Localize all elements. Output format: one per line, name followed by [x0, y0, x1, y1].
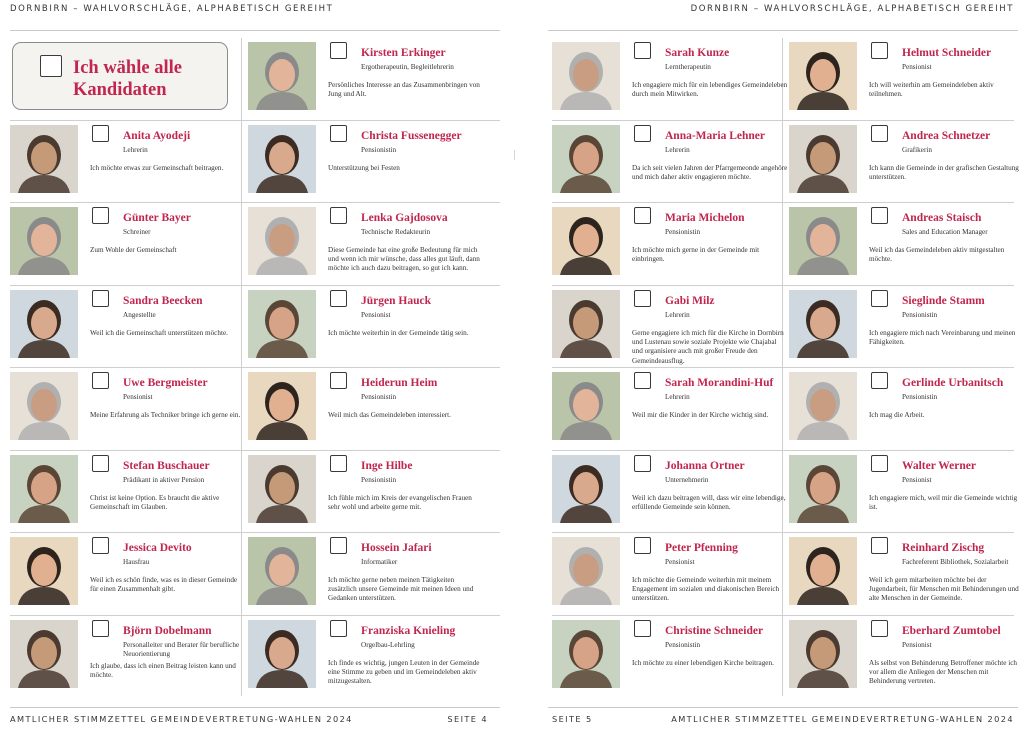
- candidate-card: [789, 38, 1024, 120]
- portrait-photo: [10, 207, 78, 275]
- candidate-checkbox[interactable]: [634, 620, 651, 637]
- candidate-checkbox[interactable]: [634, 455, 651, 472]
- candidate-name: Günter Bayer: [123, 212, 191, 224]
- portrait-photo: [789, 455, 857, 523]
- candidate-occupation: Pensionist: [361, 311, 391, 319]
- portrait-photo: [10, 125, 78, 193]
- candidate-occupation: Sales and Education Manager: [902, 228, 988, 236]
- candidate-name: Johanna Ortner: [665, 460, 745, 472]
- candidate-name: Andreas Staisch: [902, 212, 982, 224]
- portrait-photo: [552, 42, 620, 110]
- portrait-photo: [248, 207, 316, 275]
- candidate-card: [789, 533, 1024, 615]
- candidate-occupation: Pensionistin: [361, 393, 397, 401]
- candidate-checkbox[interactable]: [634, 207, 651, 224]
- candidate-occupation: Pensionist: [902, 476, 932, 484]
- candidate-checkbox[interactable]: [330, 620, 347, 637]
- portrait-photo: [248, 620, 316, 688]
- candidate-checkbox[interactable]: [330, 372, 347, 389]
- candidate-statement: Weil ich dazu beitragen will, dass wir eine lebendige, erfüllende Gemeinde sein können.: [632, 494, 786, 512]
- portrait-photo: [10, 620, 78, 688]
- candidate-card: [552, 286, 787, 368]
- candidate-card: [552, 38, 787, 120]
- candidate-checkbox[interactable]: [871, 125, 888, 142]
- candidate-checkbox[interactable]: [871, 620, 888, 637]
- portrait-photo: [552, 290, 620, 358]
- candidate-statement: Ich möchte gerne neben meinen Tätigkeiten zusätzlich unsere Gemeinde mit meinen Ideen und Gedanken unterstützen.: [328, 576, 474, 603]
- candidate-occupation: Unternehmerin: [665, 476, 709, 484]
- candidate-checkbox[interactable]: [871, 455, 888, 472]
- candidate-statement: Weil mich das Gemeindeleben interessiert.: [328, 411, 451, 419]
- candidate-statement: Ich möchte zu einer lebendigen Kirche beitragen.: [632, 659, 774, 667]
- candidate-statement: Christ ist keine Option. Es braucht die aktive Gemeinschaft im Glauben.: [90, 494, 220, 512]
- candidate-statement: Ich fühle mich im Kreis der evangelischen Frauen sehr wohl und arbeite gerne mit.: [328, 494, 472, 512]
- candidate-card: [248, 286, 483, 368]
- candidate-name: Anna-Maria Lehner: [665, 130, 765, 142]
- candidate-statement: Ich finde es wichtig, jungen Leuten in der Gemeinde eine Stimme zu geben und im Gemeindeleben aktiv mitzugestalten.: [328, 659, 480, 686]
- candidate-occupation: Grafikerin: [902, 146, 932, 154]
- candidate-statement: Gerne engagiere ich mich für die Kirche in Dornbirn und Lustenau sowie soziale Projekte wie Chajabal und organisiere auch mit großer Freude den Gemeindeausflug.: [632, 329, 784, 365]
- candidate-occupation: Lerntherapeutin: [665, 63, 711, 71]
- candidate-occupation: Pensionistin: [665, 228, 701, 236]
- portrait-photo: [789, 290, 857, 358]
- candidate-checkbox[interactable]: [92, 455, 109, 472]
- footer-title: AMTLICHER STIMMZETTEL GEMEINDEVERTRETUNG-WAHLEN 2024: [10, 714, 353, 724]
- candidate-checkbox[interactable]: [871, 42, 888, 59]
- candidate-statement: Weil ich gern mitarbeiten möchte bei der Jugendarbeit, für Menschen mit Behinderungen und alte Menschen in der Gemeinde.: [869, 576, 1019, 603]
- candidate-card: [789, 616, 1024, 698]
- portrait-photo: [552, 207, 620, 275]
- candidate-name: Gerlinde Urbanitsch: [902, 377, 1004, 389]
- candidate-occupation: Pensionistin: [902, 393, 938, 401]
- header-rule: [548, 30, 1018, 31]
- candidate-name: Christa Fussenegger: [361, 130, 462, 142]
- candidate-occupation: Pensionist: [665, 558, 695, 566]
- candidate-occupation: Technische Redakteurin: [361, 228, 431, 236]
- candidate-statement: Diese Gemeinde hat eine große Bedeutung für mich und wenn ich mir wünsche, dass alles gut läuft, dann möchte ich auch dazu beitragen, so gut ich kann.: [328, 246, 480, 273]
- candidate-card: [248, 533, 483, 615]
- candidate-card: [10, 203, 245, 285]
- candidate-card: [10, 533, 245, 615]
- candidate-name: Stefan Buschauer: [123, 460, 210, 472]
- header-rule: [10, 30, 500, 31]
- candidate-name: Uwe Bergmeister: [123, 377, 208, 389]
- candidate-checkbox[interactable]: [330, 42, 347, 59]
- candidate-name: Walter Werner: [902, 460, 976, 472]
- candidate-card: [789, 368, 1024, 450]
- candidate-name: Maria Michelon: [665, 212, 745, 224]
- candidate-checkbox[interactable]: [330, 290, 347, 307]
- candidate-occupation: Pensionist: [123, 393, 153, 401]
- candidate-name: Lenka Gajdosova: [361, 212, 448, 224]
- candidate-checkbox[interactable]: [92, 207, 109, 224]
- candidate-checkbox[interactable]: [871, 207, 888, 224]
- candidate-checkbox[interactable]: [871, 290, 888, 307]
- portrait-photo: [552, 455, 620, 523]
- portrait-photo: [248, 537, 316, 605]
- candidate-name: Kirsten Erkinger: [361, 47, 446, 59]
- candidate-checkbox[interactable]: [330, 537, 347, 554]
- candidate-card: [248, 121, 483, 203]
- footer-rule: [10, 707, 500, 708]
- candidate-checkbox[interactable]: [634, 537, 651, 554]
- footer-rule: [548, 707, 1018, 708]
- candidate-occupation: Lehrerin: [665, 393, 690, 401]
- candidate-statement: Ich engagiere mich nach Vereinbarung und meinen Fähigkeiten.: [869, 329, 1016, 347]
- candidate-name: Gabi Milz: [665, 295, 715, 307]
- candidate-statement: Ich kann die Gemeinde in der grafischen Gestaltung unterstützen.: [869, 164, 1019, 182]
- candidate-name: Heiderun Heim: [361, 377, 438, 389]
- candidate-checkbox[interactable]: [330, 125, 347, 142]
- page-header: DORNBIRN – WAHLVORSCHLÄGE, ALPHABETISCH GEREIHT: [690, 4, 1014, 14]
- select-all-label: Ich wähle alle Kandidaten: [73, 58, 182, 100]
- candidate-statement: Ich engagiere mich für ein lebendiges Gemeindeleben durch mein Mitwirken.: [632, 81, 788, 99]
- candidate-checkbox[interactable]: [330, 207, 347, 224]
- candidate-statement: Ich engagiere mich, weil mir die Gemeinde wichtig ist.: [869, 494, 1018, 512]
- candidate-card: [10, 451, 245, 533]
- candidate-checkbox[interactable]: [92, 372, 109, 389]
- candidate-checkbox[interactable]: [871, 537, 888, 554]
- candidate-occupation: Lehrerin: [665, 311, 690, 319]
- footer-page-number: SEITE 4: [447, 714, 488, 724]
- portrait-photo: [789, 207, 857, 275]
- candidate-card: [248, 368, 483, 450]
- candidate-checkbox[interactable]: [92, 537, 109, 554]
- candidate-card: [10, 286, 245, 368]
- portrait-photo: [10, 537, 78, 605]
- candidate-checkbox[interactable]: [92, 290, 109, 307]
- candidate-statement: Weil ich es schön finde, was es in dieser Gemeinde für einen Zusammenhalt gibt.: [90, 576, 238, 594]
- candidate-statement: Weil mir die Kinder in der Kirche wichtig sind.: [632, 411, 769, 419]
- portrait-photo: [789, 125, 857, 193]
- candidate-card: [789, 203, 1024, 285]
- portrait-photo: [552, 620, 620, 688]
- candidate-occupation: Lehrerin: [123, 146, 148, 154]
- candidate-occupation: Pensionist: [902, 641, 932, 649]
- candidate-card: [552, 203, 787, 285]
- candidate-statement: Unterstützung bei Festen: [328, 164, 400, 172]
- select-all-checkbox[interactable]: [40, 55, 62, 77]
- portrait-photo: [248, 455, 316, 523]
- portrait-photo: [248, 42, 316, 110]
- candidate-card: [248, 616, 483, 698]
- candidate-occupation: Pensionistin: [902, 311, 938, 319]
- candidate-statement: Ich möchte mich gerne in der Gemeinde mit einbringen.: [632, 246, 760, 264]
- candidate-checkbox[interactable]: [634, 290, 651, 307]
- portrait-photo: [248, 290, 316, 358]
- candidate-card: [552, 533, 787, 615]
- candidate-card: [10, 368, 245, 450]
- candidate-statement: Ich mag die Arbeit.: [869, 411, 925, 419]
- candidate-name: Andrea Schnetzer: [902, 130, 991, 142]
- page-fold-mark: [514, 150, 515, 160]
- candidate-occupation: Orgelbau-Lehrling: [361, 641, 415, 649]
- candidate-card: [789, 286, 1024, 368]
- candidate-occupation: Ergotherapeutin, Begleitlehrerin: [361, 63, 454, 71]
- candidate-name: Hossein Jafari: [361, 542, 432, 554]
- candidate-card: [552, 616, 787, 698]
- candidate-card: [552, 451, 787, 533]
- candidate-name: Jürgen Hauck: [361, 295, 431, 307]
- candidate-checkbox[interactable]: [92, 620, 109, 637]
- candidate-statement: Zum Wohle der Gemeinschaft: [90, 246, 177, 254]
- portrait-photo: [10, 372, 78, 440]
- candidate-occupation: Lehrerin: [665, 146, 690, 154]
- candidate-card: [10, 121, 245, 203]
- candidate-name: Sandra Beecken: [123, 295, 203, 307]
- candidate-card: [789, 121, 1024, 203]
- portrait-photo: [248, 372, 316, 440]
- footer-page-number: SEITE 5: [552, 714, 593, 724]
- candidate-name: Björn Dobelmann: [123, 625, 212, 637]
- candidate-name: Eberhard Zumtobel: [902, 625, 1001, 637]
- candidate-name: Sieglinde Stamm: [902, 295, 985, 307]
- candidate-checkbox[interactable]: [634, 42, 651, 59]
- candidate-card: [248, 203, 483, 285]
- candidate-checkbox[interactable]: [330, 455, 347, 472]
- candidate-occupation: Pensionistin: [361, 146, 397, 154]
- candidate-occupation: Fachreferent Bibliothek, Sozialarbeit: [902, 558, 1009, 566]
- candidate-occupation: Personalleiter und Berater für berufliche Neuorientierung: [123, 641, 240, 658]
- candidate-statement: Weil ich die Gemeinschaft unterstützen möchte.: [90, 329, 228, 337]
- candidate-statement: Ich glaube, dass ich einen Beitrag leisten kann und möchte.: [90, 662, 236, 680]
- candidate-statement: Persönliches Interesse an das Zusammenbringen von Jung und Alt.: [328, 81, 480, 99]
- candidate-occupation: Schreiner: [123, 228, 151, 236]
- candidate-name: Helmut Schneider: [902, 47, 992, 59]
- candidate-occupation: Angestellte: [123, 311, 156, 319]
- footer-title: AMTLICHER STIMMZETTEL GEMEINDEVERTRETUNG-WAHLEN 2024: [671, 714, 1014, 724]
- portrait-photo: [789, 537, 857, 605]
- candidate-checkbox[interactable]: [634, 125, 651, 142]
- select-all-candidates[interactable]: [12, 42, 228, 110]
- candidate-occupation: Hausfrau: [123, 558, 150, 566]
- candidate-card: [552, 368, 787, 450]
- candidate-name: Sarah Morandini-Huf: [665, 377, 774, 389]
- candidate-name: Christine Schneider: [665, 625, 764, 637]
- candidate-name: Peter Pfenning: [665, 542, 738, 554]
- candidate-statement: Ich möchte weiterhin in der Gemeinde tätig sein.: [328, 329, 469, 337]
- candidate-occupation: Pensionistin: [665, 641, 701, 649]
- candidate-card: [248, 451, 483, 533]
- candidate-statement: Als selbst von Behinderung Betroffener möchte ich vor allem die Anliegen der Menschen mit Behinderung vertreten.: [869, 659, 1017, 686]
- candidate-card: [10, 616, 245, 698]
- candidate-card: [552, 121, 787, 203]
- candidate-card: [789, 451, 1024, 533]
- portrait-photo: [552, 125, 620, 193]
- candidate-name: Franziska Knieling: [361, 625, 456, 637]
- portrait-photo: [552, 537, 620, 605]
- candidate-occupation: Pensionist: [902, 63, 932, 71]
- candidate-occupation: Pensionistin: [361, 476, 397, 484]
- page-header: DORNBIRN – WAHLVORSCHLÄGE, ALPHABETISCH GEREIHT: [10, 4, 334, 14]
- candidate-checkbox[interactable]: [634, 372, 651, 389]
- candidate-card: [248, 38, 483, 120]
- candidate-name: Sarah Kunze: [665, 47, 730, 59]
- candidate-statement: Ich will weiterhin am Gemeindeleben aktiv teilnehmen.: [869, 81, 994, 99]
- candidate-name: Jessica Devito: [123, 542, 192, 554]
- candidate-statement: Ich möchte etwas zur Gemeinschaft beitragen.: [90, 164, 224, 172]
- candidate-name: Inge Hilbe: [361, 460, 413, 472]
- candidate-statement: Meine Erfahrung als Techniker bringe ich gerne ein.: [90, 411, 241, 419]
- candidate-name: Reinhard Zischg: [902, 542, 985, 554]
- portrait-photo: [789, 42, 857, 110]
- candidate-statement: Weil ich das Gemeindeleben aktiv mitgestalten möchte.: [869, 246, 1005, 264]
- portrait-photo: [789, 620, 857, 688]
- candidate-statement: Da ich seit vielen Jahren der Pfarrgemeonde angehöre und mich daher aktiv engagieren möchte.: [632, 164, 788, 182]
- portrait-photo: [10, 455, 78, 523]
- candidate-occupation: Prädikant in aktiver Pension: [123, 476, 205, 484]
- candidate-name: Anita Ayodeji: [123, 130, 191, 142]
- candidate-checkbox[interactable]: [871, 372, 888, 389]
- candidate-occupation: Informatiker: [361, 558, 398, 566]
- candidate-statement: Ich möchte die Gemeinde weiterhin mit meinem Engagement im sozialen und diakonischen Bereich unterstützen.: [632, 576, 780, 603]
- portrait-photo: [10, 290, 78, 358]
- candidate-checkbox[interactable]: [92, 125, 109, 142]
- portrait-photo: [248, 125, 316, 193]
- portrait-photo: [789, 372, 857, 440]
- portrait-photo: [552, 372, 620, 440]
